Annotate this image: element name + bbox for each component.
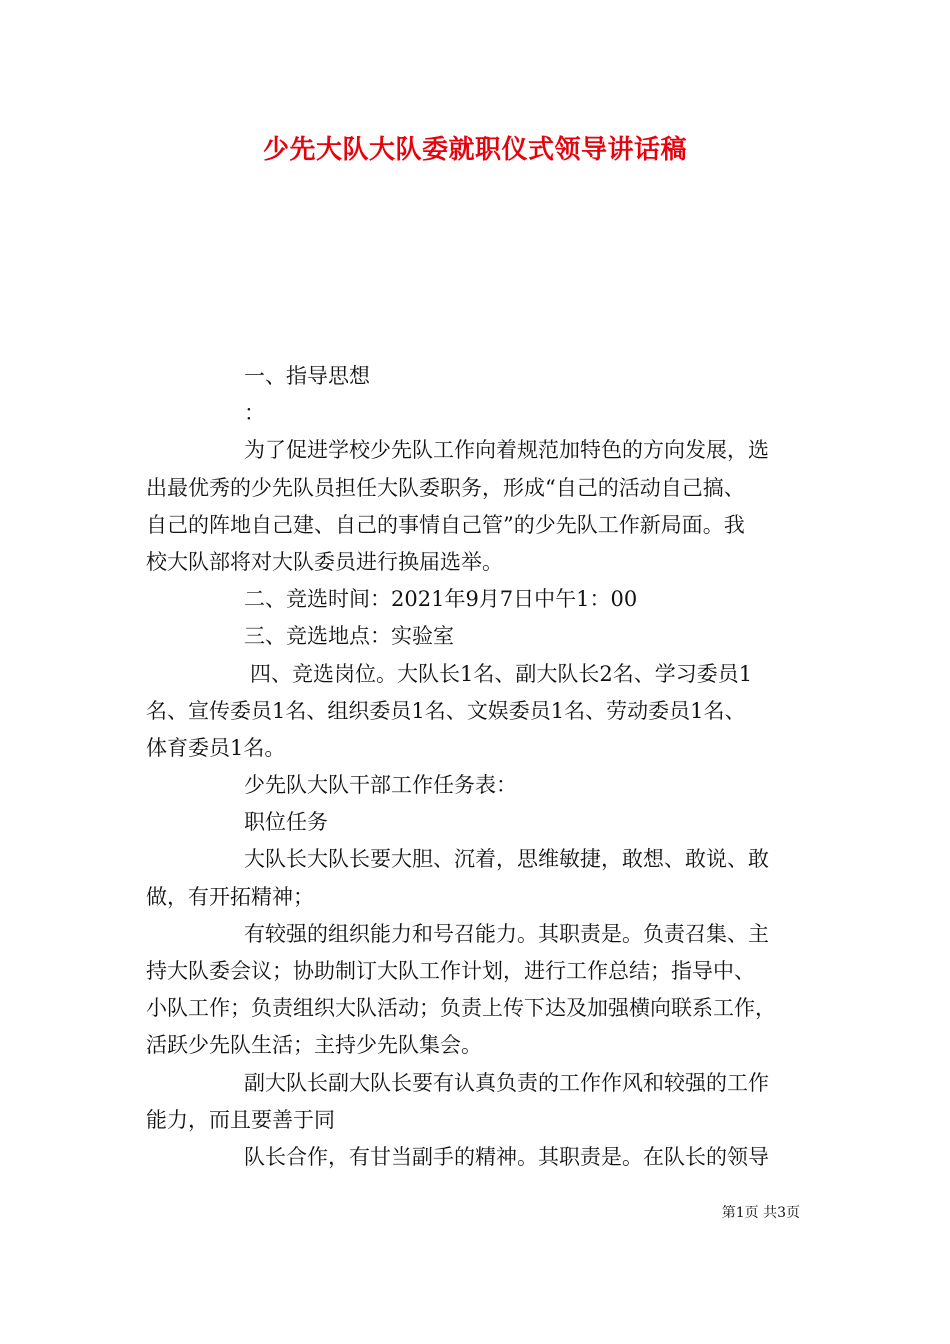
paragraph-line: ： (244, 401, 265, 426)
section-heading: 四、竞选岗位。大队长1名、副大队长2名、学习委员1 (250, 661, 753, 686)
section-heading: 三、竞选地点：实验室 (244, 624, 454, 649)
paragraph-line: 体育委员1名。 (146, 735, 286, 760)
paragraph-line: 小队工作；负责组织大队活动；负责上传下达及加强横向联系工作， (146, 996, 776, 1021)
paragraph-line: 做，有开拓精神； (146, 884, 314, 909)
document-body (146, 358, 812, 1176)
page-number-footer: 第1页 共3页 (721, 1205, 800, 1221)
paragraph-line: 自己的阵地自己建、自己的事情自己管”的少先队工作新局面。我 (146, 512, 745, 537)
paragraph-line: 大队长大队长要大胆、沉着，思维敏捷，敢想、敢说、敢 (244, 847, 769, 872)
paragraph-line: 为了促进学校少先队工作向着规范加特色的方向发展，选 (244, 438, 769, 463)
paragraph-line: 名、宣传委员1名、组织委员1名、文娱委员1名、劳动委员1名、 (146, 698, 746, 723)
document-title: 少先大队大队委就职仪式领导讲话稿 (262, 135, 687, 165)
paragraph-line: 职位任务 (244, 810, 328, 835)
paragraph-line: 活跃少先队生活；主持少先队集会。 (146, 1033, 482, 1058)
paragraph-line: 持大队委会议；协助制订大队工作计划，进行工作总结；指导中、 (146, 959, 755, 983)
paragraph-line: 能力，而且要善于同 (146, 1107, 335, 1132)
paragraph-line: 副大队长副大队长要有认真负责的工作作风和较强的工作 (244, 1070, 769, 1095)
section-heading: 二、竞选时间：2021年9月7日中午1：00 (244, 587, 638, 612)
paragraph-line: 队长合作，有甘当副手的精神。其职责是。在队长的领导 (244, 1144, 769, 1169)
paragraph-line: 出最优秀的少先队员担任大队委职务，形成“自己的活动自己搞、 (146, 475, 745, 500)
paragraph-line: 少先队大队干部工作任务表： (244, 773, 517, 798)
section-heading: 一、指导思想 (244, 364, 370, 388)
paragraph-line: 有较强的组织能力和号召能力。其职责是。负责召集、主 (244, 921, 769, 946)
paragraph-line: 校大队部将对大队委员进行换届选举。 (146, 549, 503, 574)
